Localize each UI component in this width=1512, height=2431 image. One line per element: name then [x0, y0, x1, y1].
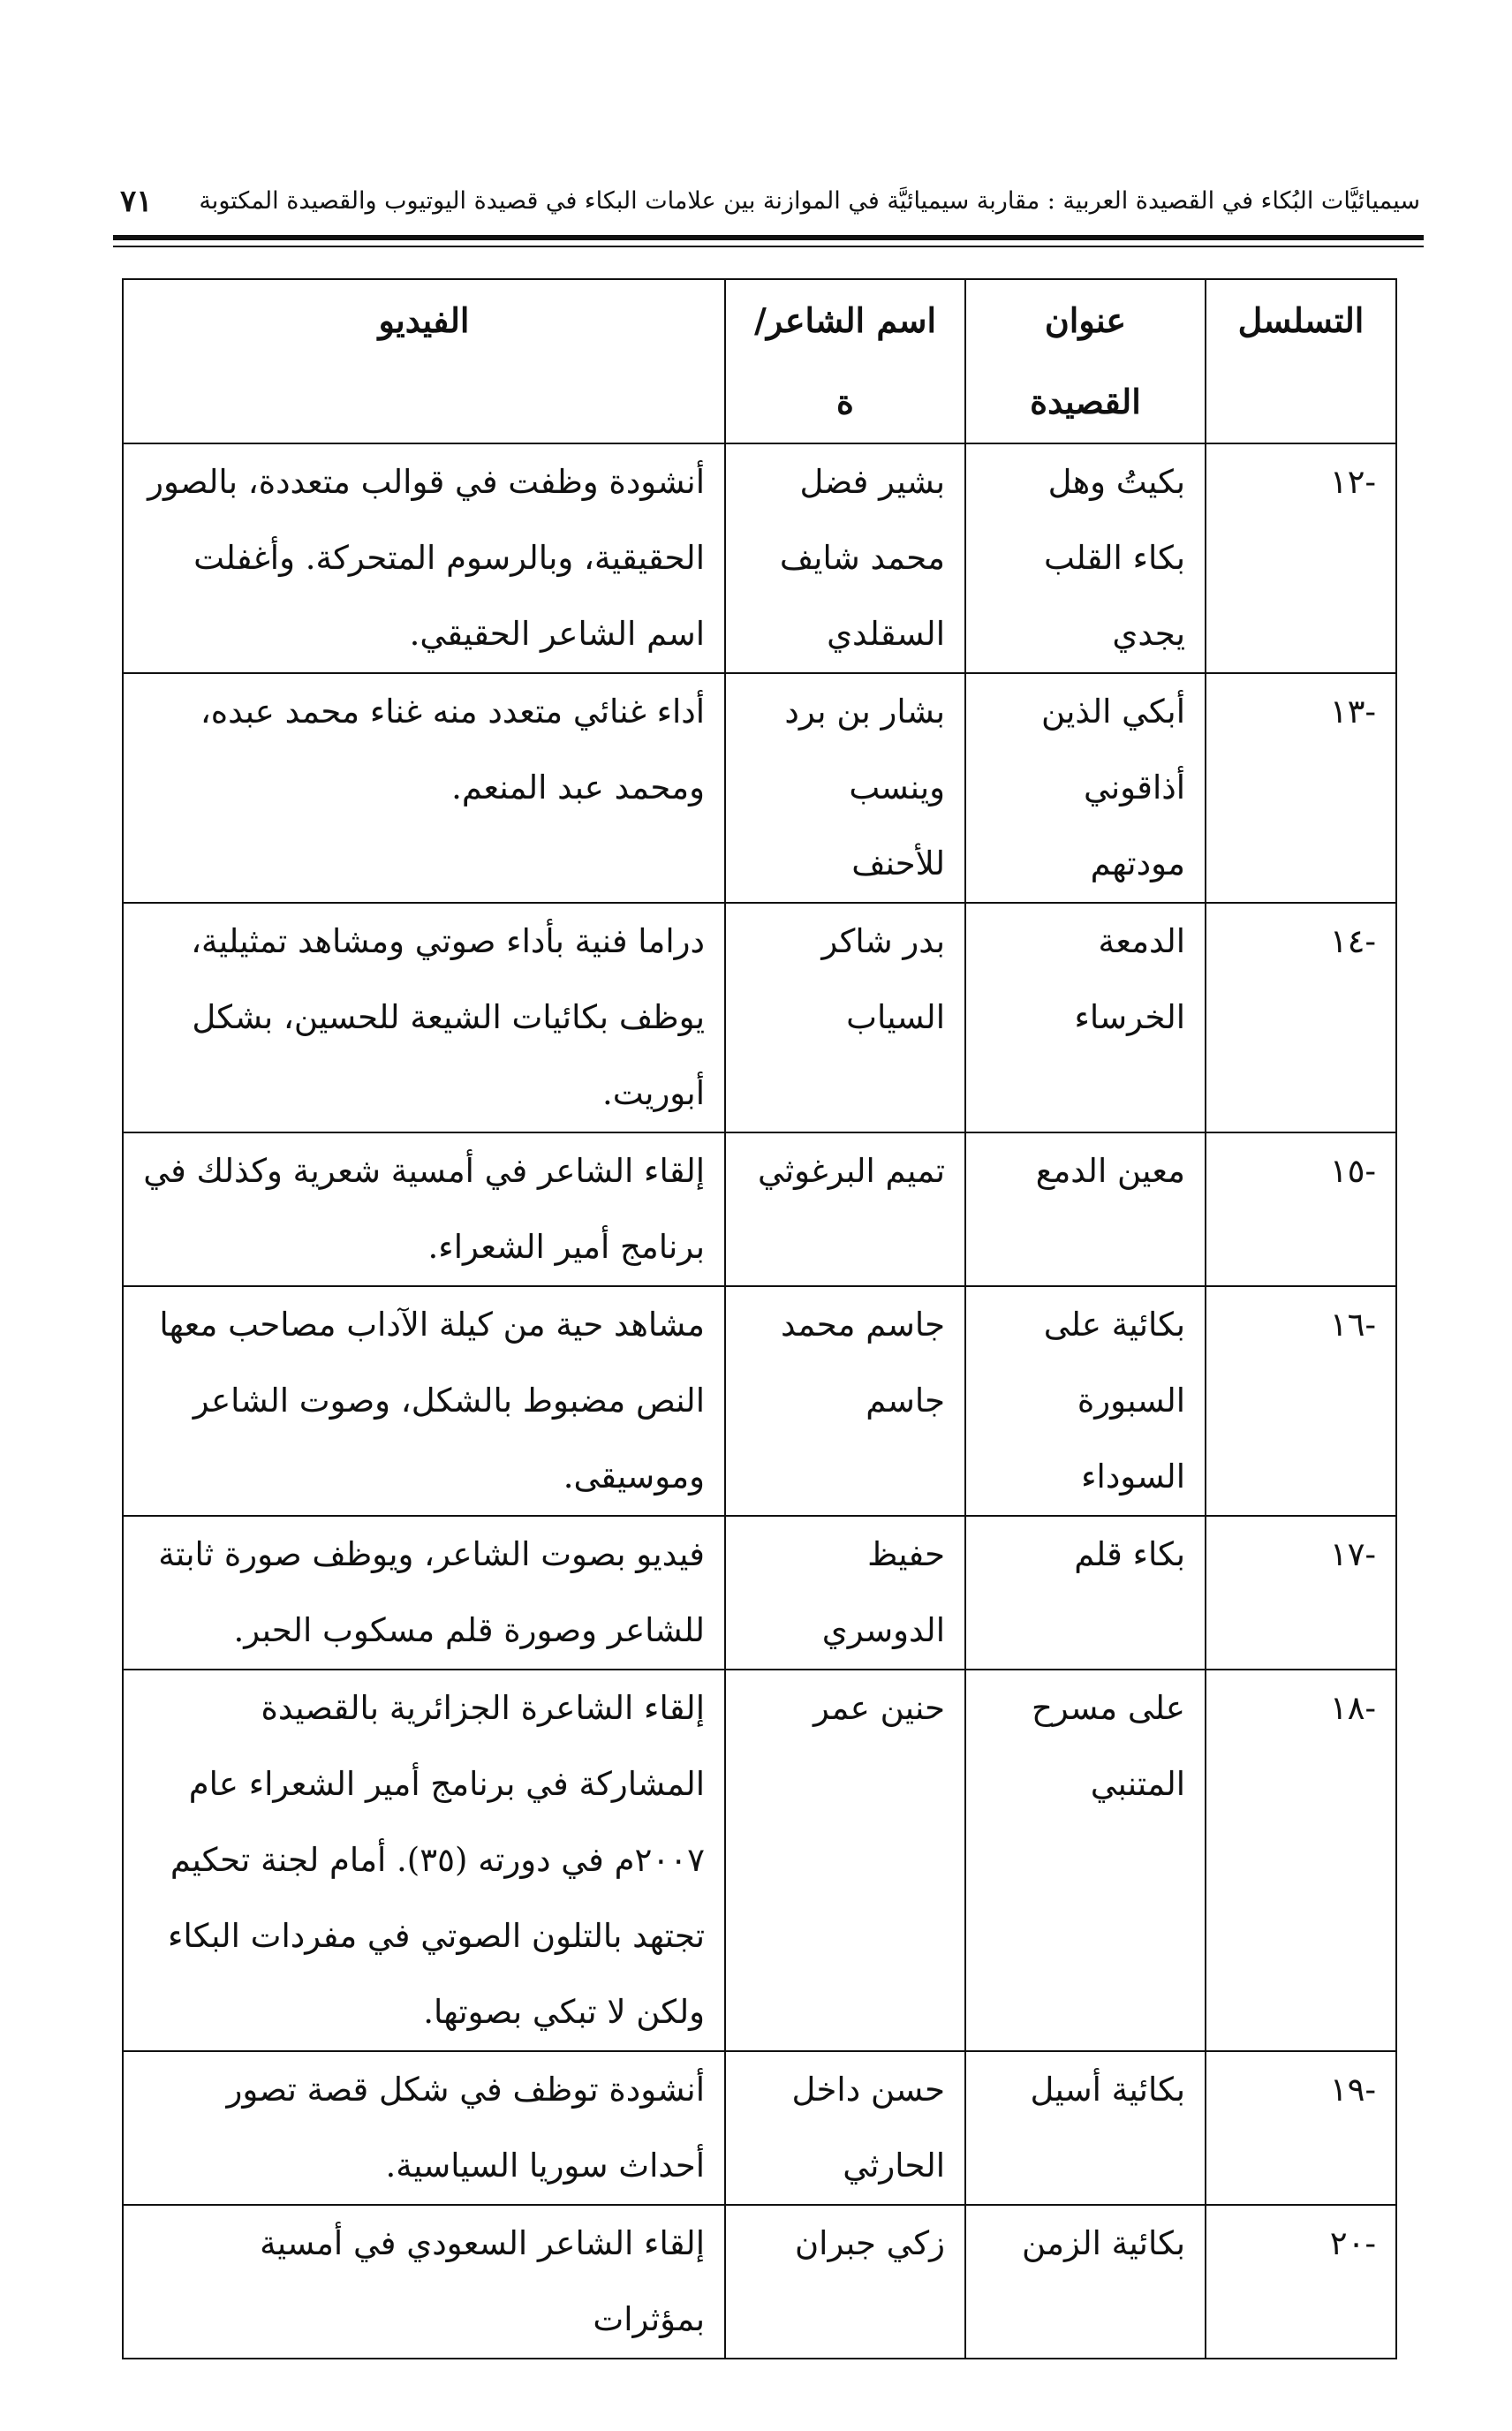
- table-row: [123, 1286, 1396, 1516]
- cell-serial: -١٢: [1206, 443, 1396, 673]
- cell-title: الدمعة الخرساء: [965, 903, 1206, 1132]
- running-header-title: سيميائيَّات البُكاء في القصيدة العربية : مقاربة سيميائيَّة في الموازنة بين علامات البكاء في قصيدة اليوتيوب والقصيدة المكتوبة: [199, 187, 1420, 215]
- table-row: [123, 1132, 1396, 1286]
- table-row: [123, 673, 1396, 903]
- cell-poet: جاسم محمد جاسم: [725, 1286, 965, 1516]
- table-row: [123, 443, 1396, 673]
- cell-serial: -١٣: [1206, 673, 1396, 903]
- cell-serial: -١٤: [1206, 903, 1396, 1132]
- page-number: ٧١: [120, 184, 153, 219]
- table-row: [123, 1516, 1396, 1670]
- table-row: [123, 2205, 1396, 2359]
- cell-poet: تميم البرغوثي: [725, 1132, 965, 1286]
- cell-video: إلقاء الشاعرة الجزائرية بالقصيدة المشاركة في برنامج أمير الشعراء عام ٢٠٠٧م في دورته (٣٥). أمام لجنة تحكيم تجتهد بالتلون الصوتي في مفردات البكاء ولكن لا تبكي بصوتها.: [123, 1670, 725, 2051]
- cell-poet: حفيظ الدوسري: [725, 1516, 965, 1670]
- cell-video: أداء غنائي متعدد منه غناء محمد عبده، ومحمد عبد المنعم.: [123, 673, 725, 903]
- cell-poet: حسن داخل الحارثي: [725, 2051, 965, 2205]
- cell-title: بكائية على السبورة السوداء: [965, 1286, 1206, 1516]
- column-header-serial: التسلسل: [1206, 279, 1396, 443]
- header-rule-thick: [113, 235, 1424, 240]
- cell-video: إلقاء الشاعر السعودي في أمسية بمؤثرات: [123, 2205, 725, 2359]
- cell-title: على مسرح المتنبي: [965, 1670, 1206, 2051]
- table-header-row: [123, 279, 1396, 443]
- column-header-poet: اسم الشاعر/ ة: [725, 279, 965, 443]
- cell-video: إلقاء الشاعر في أمسية شعرية وكذلك في برنامج أمير الشعراء.: [123, 1132, 725, 1286]
- cell-poet: بدر شاكر السياب: [725, 903, 965, 1132]
- cell-serial: -١٨: [1206, 1670, 1396, 2051]
- cell-serial: -٢٠: [1206, 2205, 1396, 2359]
- cell-serial: -١٥: [1206, 1132, 1396, 1286]
- header-rule-thin: [113, 246, 1424, 247]
- cell-poet: بشار بن برد وينسب للأحنف: [725, 673, 965, 903]
- column-header-video: الفيديو: [123, 279, 725, 443]
- table-row: [123, 903, 1396, 1132]
- cell-poet: حنين عمر: [725, 1670, 965, 2051]
- cell-title: بكائية الزمن: [965, 2205, 1206, 2359]
- cell-title: بكيتُ وهل بكاء القلب يجدي: [965, 443, 1206, 673]
- cell-serial: -١٦: [1206, 1286, 1396, 1516]
- table-row: [123, 1670, 1396, 2051]
- cell-video: فيديو بصوت الشاعر، ويوظف صورة ثابتة للشاعر وصورة قلم مسكوب الحبر.: [123, 1516, 725, 1670]
- cell-serial: -١٧: [1206, 1516, 1396, 1670]
- cell-title: بكاء قلم: [965, 1516, 1206, 1670]
- cell-video: أنشودة وظفت في قوالب متعددة، بالصور الحقيقية، وبالرسوم المتحركة. وأغفلت اسم الشاعر الحقيقي.: [123, 443, 725, 673]
- column-header-title: عنوان القصيدة: [965, 279, 1206, 443]
- cell-serial: -١٩: [1206, 2051, 1396, 2205]
- cell-title: بكائية أسيل: [965, 2051, 1206, 2205]
- cell-title: أبكي الذين أذاقوني مودتهم: [965, 673, 1206, 903]
- table-row: [123, 2051, 1396, 2205]
- running-header: [120, 184, 1420, 228]
- cell-poet: زكي جبران: [725, 2205, 965, 2359]
- cell-poet: بشير فضل محمد شايف السقلدي: [725, 443, 965, 673]
- cell-video: مشاهد حية من كيلة الآداب مصاحب معها النص مضبوط بالشكل، وصوت الشاعر وموسيقى.: [123, 1286, 725, 1516]
- poems-table: [122, 278, 1397, 2359]
- cell-video: دراما فنية بأداء صوتي ومشاهد تمثيلية، يوظف بكائيات الشيعة للحسين، بشكل أبوريت.: [123, 903, 725, 1132]
- cell-title: معين الدمع: [965, 1132, 1206, 1286]
- cell-video: أنشودة توظف في شكل قصة تصور أحداث سوريا السياسية.: [123, 2051, 725, 2205]
